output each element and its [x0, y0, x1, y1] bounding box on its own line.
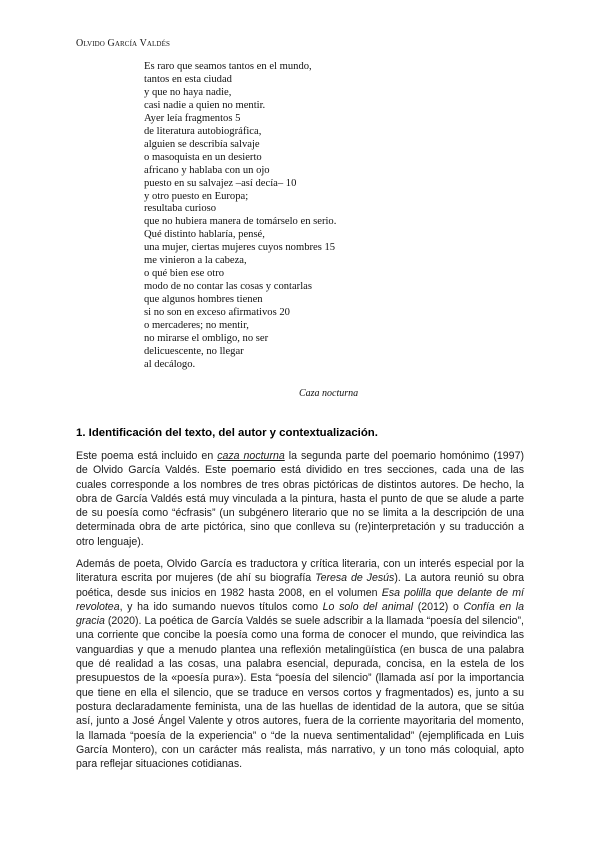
- poem-source: Caza nocturna: [299, 388, 359, 399]
- book-title-lo-solo: Lo solo del animal: [322, 600, 414, 613]
- poem-line: Qué distinto hablaría, pensé,: [144, 229, 265, 241]
- poem-line: y otro puesto en Europa;: [144, 190, 249, 202]
- poem-line: o masoquista en un desierto: [144, 151, 262, 163]
- poem-line: resultaba curioso: [144, 203, 217, 215]
- poem-line: o qué bien ese otro: [144, 268, 225, 280]
- text-run: Además de poeta, Olvido García es traductora y crítica literaria, con un interés especial por la literatura escrita por mujeres (de ahí su biografía: [76, 558, 524, 585]
- paragraph-author: [76, 557, 524, 771]
- book-title-teresa: Teresa de Jesús: [315, 572, 395, 585]
- book-title-caza-nocturna: caza nocturna: [217, 450, 285, 462]
- poem-line: que no hubiera manera de tomárselo en serio.: [144, 216, 337, 228]
- poem-line: casi nadie a quien no mentir.: [144, 99, 266, 111]
- text-run: (2012) o: [413, 600, 464, 613]
- text-run: (2020). La poética de García Valdés se suele adscribir a la llamada “poesía del silencio”, una corriente que concibe la poesía como una forma de conocer el mundo, que reivindica las vanguardias y que a menudo plantea una reflexión metalingüística (en busca de una palabra que dé realidad a las cosas, una palabra esencial, depurada, concisa, en la estela de los presupuestos de la «poesía pura»). Esta “poesía del silencio” (llamada así por la importancia que tiene en ella el silencio, que se traduce en versos cortos y fragmentados) es, junto a su postura declaradamente feminista, una de las huellas de identidad de la autora, que se sitúa así, junto a José Ángel Valente y otros autores, fuera de la corriente mayoritaria del momento, la llamada “poesía de la experiencia” o “de la nueva sentimentalidad” (ejemplificada en Luis García Montero), con un carácter más realista, más narrativo, y un tono más coloquial, apto para reflejar situaciones cotidianas.: [76, 615, 524, 771]
- poem-line: puesto en su salvajez –así decía– 10: [144, 177, 297, 189]
- poem-line: Es raro que seamos tantos en el mundo,: [144, 61, 312, 72]
- text-run: la segunda parte del poemario homónimo (1997) de Olvido García Valdés. Este poemario está dividido en tres secciones, cada una de las cuales corresponde a los nombres de tres obras pictóricas de distintos autores. De hecho, la obra de García Valdés está muy vinculada a la pintura, hasta el punto de que se alude a parte de su poesía como “écfrasis” (un subgénero literario que no se limita a la descripción de una determinada obra de arte pictórica, sino que conlleva su (re)interpretación y su traducción a otro lenguaje).: [76, 450, 524, 548]
- poem-line: o mercaderes; no mentir,: [144, 320, 249, 332]
- poem-line: que algunos hombres tienen: [144, 294, 263, 306]
- poem-line: y que no haya nadie,: [144, 86, 232, 98]
- poem-line: alguien se describía salvaje: [144, 138, 260, 150]
- poem-line: delicuescente, no llegar: [144, 345, 244, 357]
- book-title-confia: Confía en la gracia: [76, 600, 524, 628]
- poem-line: me vinieron a la cabeza,: [144, 255, 247, 267]
- paragraph-intro: [76, 449, 524, 549]
- poem-line: africano y hablaba con un ojo: [144, 164, 270, 176]
- poem-line: de literatura autobiográfica,: [144, 125, 262, 137]
- text-run: Este poema está incluido en: [76, 450, 218, 462]
- poem: [144, 61, 384, 372]
- poem-line: al decálogo.: [144, 358, 196, 370]
- poem-line: Ayer leía fragmentos 5: [144, 112, 241, 124]
- section-heading: 1. Identificación del texto, del autor y contextualización.: [76, 427, 378, 439]
- page-header-author: Olvido García Valdés: [76, 38, 170, 49]
- poem-line: tantos en esta ciudad: [144, 73, 232, 85]
- text-run: ). La autora reunió su obra poética, desde sus inicios en 1982 hasta 2008, en el volumen: [76, 572, 524, 599]
- poem-line: si no son en exceso afirmativos 20: [144, 307, 290, 319]
- poem-line: una mujer, ciertas mujeres cuyos nombres 15: [144, 242, 336, 254]
- poem-line: no mirarse el ombligo, no ser: [144, 333, 269, 345]
- book-title-esa-polilla: Esa polilla que delante de mí revolotea: [76, 586, 524, 613]
- poem-line: modo de no contar las cosas y contarlas: [144, 281, 312, 293]
- text-run: , y ha ido sumando nuevos títulos como: [119, 600, 323, 613]
